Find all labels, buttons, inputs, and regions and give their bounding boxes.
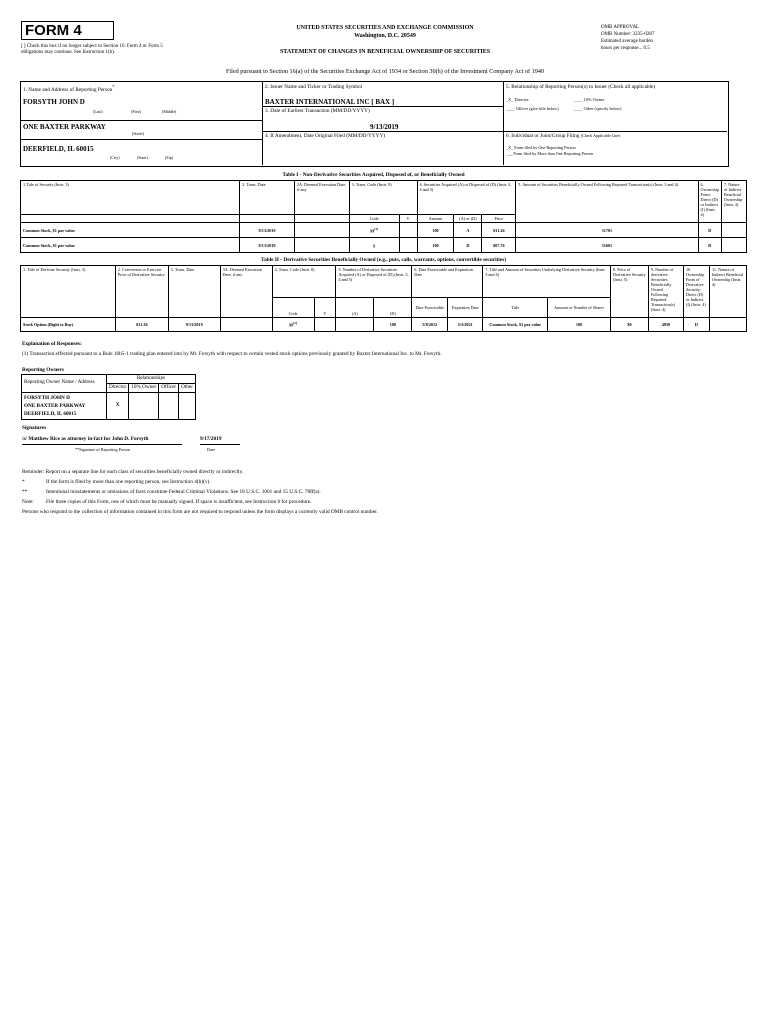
t1-h-title: 1.Title of Security (Instr. 3) <box>21 181 240 215</box>
zip-label: (Zip) <box>165 155 174 160</box>
middle-label: (Middle) <box>162 109 177 114</box>
owners-title: Reporting Owners <box>22 367 64 373</box>
t1-r1-form: D <box>698 238 721 253</box>
t1-r0-ad: A <box>454 223 482 238</box>
filing-one: _X_ Form filed by One Reporting Person <box>506 145 576 150</box>
explanation-title: Explanation of Responses: <box>22 341 82 347</box>
street-label: (Street) <box>132 131 144 136</box>
t1-r1-v <box>399 238 417 253</box>
t1-h-code: 3. Trans. Code (Instr. 8) <box>349 181 417 215</box>
t2-r0-under-amt: 100 <box>548 318 611 332</box>
owners-col-director: Director <box>107 383 129 392</box>
t1-r1-code: S <box>349 238 399 253</box>
t1-h-date: 2. Trans. Date <box>240 181 295 215</box>
divider <box>503 81 504 165</box>
last-label: (Last) <box>93 109 103 114</box>
t1-r1-owned: 31601 <box>516 238 698 253</box>
t2-h-title: 1. Title of Derivate Security (Instr. 3) <box>21 266 116 318</box>
t2-h-owned: 9. Number of derivative Securities Beneficially Owned Following Reported Transaction(s) (Instr. 4) <box>648 266 683 318</box>
filed-pursuant: Filed pursuant to Section 16(a) of the Securities Exchange Act of 1934 or Section 30(h) of the Investment Company Act of 1940 <box>225 68 545 75</box>
t1-sub-v: V <box>399 215 417 223</box>
filing-more: ___ Form filed by More than One Reporting Person <box>506 151 593 156</box>
t2-r0-d: 100 <box>374 318 412 332</box>
t1-r0-nature <box>721 223 746 238</box>
t2-r0-conv: $31.26 <box>115 318 168 332</box>
date-label: Date <box>207 447 215 452</box>
table2 <box>20 265 747 332</box>
owner-line: ONE BAXTER PARKWAY <box>24 402 86 409</box>
t1-r0-owned: 31701 <box>516 223 698 238</box>
t1-r1-deemed <box>294 238 349 253</box>
t2-sub-a: (A) <box>336 298 374 318</box>
t1-r0-date: 9/13/2019 <box>240 223 295 238</box>
owner-line: FORSYTH JOHN D <box>24 394 70 401</box>
t2-h-code: 4. Trans. Code (Instr. 8) <box>272 266 336 298</box>
reminder: Reminder: Report on a separate line for each class of securities beneficially owned directly or indirectly. <box>22 469 244 475</box>
t2-r0-form: D <box>683 318 709 332</box>
divider <box>504 131 727 132</box>
agency-line2: Washington, D.C. 20549 <box>354 33 416 39</box>
note-text: File three copies of this Form, one of which must be manually signed. If space is insufficient, see Instruction 6 for procedure. <box>46 499 312 505</box>
t2-sub-v: V <box>314 298 336 318</box>
t2-r0-price: $0 <box>611 318 649 332</box>
divider <box>263 106 503 107</box>
reporting-city: DEERFIELD, IL 60015 <box>23 145 94 153</box>
signature-label: **Signature of Reporting Person <box>75 447 131 452</box>
t2-h-date: 3. Trans. Date <box>168 266 220 318</box>
signer: /s/ Matthew Rice as attorney in-fact for John D. Forsyth <box>22 436 149 442</box>
omb-line: hours per response... 0.5 <box>601 46 650 51</box>
date-line <box>200 444 240 445</box>
owners-director-mark: X <box>107 392 129 419</box>
issuer-name: BAXTER INTERNATIONAL INC [ BAX ] <box>265 98 395 106</box>
t1-h-acquired: 4. Securities Acquired (A) or Disposed of (D) (Instr. 3, 4 and 5) <box>417 181 516 215</box>
other-check: ____ Other (specify below) <box>574 106 622 111</box>
t2-r0-expiration: 5/3/2021 <box>448 318 483 332</box>
t1-r1-nature <box>721 238 746 253</box>
omb-approval <box>601 24 721 52</box>
earliest-date: 9/13/2019 <box>370 123 399 131</box>
star-text: If the form is filed by more than one reporting person, see Instruction 4(b)(v). <box>46 479 211 485</box>
reporting-street: ONE BAXTER PARKWAY <box>23 123 106 131</box>
t2-r0-under-title: Common Stock, $1 par value <box>483 318 548 332</box>
table2-title: Table II - Derivative Securities Beneficially Owned (e.g., puts, calls, warrants, options, convertible securities) <box>261 257 506 263</box>
t1-r0-deemed <box>294 223 349 238</box>
star-symbol: * <box>22 479 25 485</box>
t2-r0-a <box>336 318 374 332</box>
t1-r0-title: Common Stock, $1 par value <box>21 223 240 238</box>
agency-line1: UNITED STATES SECURITIES AND EXCHANGE COMMISSION <box>296 25 474 31</box>
table1-title: Table I - Non-Derivative Securities Acquired, Disposed of, or Beneficially Owned <box>282 172 465 178</box>
t2-r0-date: 9/13/2019 <box>168 318 220 332</box>
issuer-label: 2. Issuer Name and Ticker or Trading Symbol <box>265 84 363 90</box>
t2-h-deemed: 3A. Deemed Execution Date, if any <box>220 266 272 318</box>
t2-r0-title: Stock Option (Right to Buy) <box>21 318 116 332</box>
t1-h-form: 6. Ownership Form: Direct (D) or Indirect (I) (Instr. 4) <box>698 181 721 223</box>
signatures-title: Signatures <box>22 425 47 431</box>
t1-r0-price: $31.26 <box>482 223 516 238</box>
owners-name <box>22 392 107 419</box>
owners-col-ten: 10% Owner <box>129 383 159 392</box>
table1 <box>20 180 747 253</box>
officer-check: ____ Officer (give title below) <box>506 106 559 111</box>
t1-sub-price: Price <box>482 215 516 223</box>
first-label: (First) <box>131 109 141 114</box>
relationship-label: 5. Relationship of Reporting Person(s) to Issuer (Check all applicable) <box>506 84 656 90</box>
persons-notice: Persons who respond to the collection of information contained in this form are not required to respond unless the form displays a currently valid OMB control number. <box>22 509 378 515</box>
t1-r1-amount: 100 <box>417 238 454 253</box>
t2-h-nature: 11. Nature of Indirect Beneficial Ownership (Instr. 4) <box>709 266 746 318</box>
t2-sub-expiration: Expiration Date <box>448 298 483 318</box>
director-check: _X_ Director <box>506 97 529 102</box>
t2-h-conv: 2. Conversion or Exercise Price of Derivative Security <box>115 266 168 318</box>
t1-r0-amount: 100 <box>417 223 454 238</box>
t1-h-nature: 7. Nature of Indirect Beneficial Ownership (Instr. 4) <box>721 181 746 223</box>
owners-col-name: Reporting Owner Name / Address <box>22 375 107 393</box>
reporting-person-name: FORSYTH JOHN D <box>23 98 85 106</box>
form-title: FORM 4 <box>21 21 114 40</box>
t1-r1-date: 9/13/2019 <box>240 238 295 253</box>
t1-h-deemed: 2A. Deemed Execution Date, if any <box>294 181 349 215</box>
signature-date: 9/17/2019 <box>200 436 222 442</box>
t1-r0-code: $M^{(1)}$ <box>349 223 399 238</box>
owners-col-officer: Officer <box>159 383 179 392</box>
t2-h-underlying: 7. Title and Amount of Securities Underlying Derivative Security (Instr. 3 and 4) <box>483 266 611 298</box>
t2-r0-exercisable: 5/8/2012 <box>412 318 448 332</box>
table-row <box>21 223 747 238</box>
city-label: (City) <box>110 155 120 160</box>
dstar-text: Intentional misstatements or omissions of facts constitute Federal Criminal Violations. See 18 U.S.C. 1001 and 15 U.S.C. 78ff(a). <box>46 489 321 495</box>
name-address-label: 1. Name and Address of Reporting Person* <box>23 84 115 93</box>
t2-sub-code: Code <box>272 298 314 318</box>
t1-r0-form: D <box>698 223 721 238</box>
filing-label: 6. Individual or Joint/Group Filing (Check Applicable Line) <box>506 133 621 139</box>
t1-sub-amount: Amount <box>417 215 454 223</box>
divider <box>20 139 263 140</box>
t1-sub-ad: (A) or (D) <box>454 215 482 223</box>
table-row <box>21 318 747 332</box>
t1-sub-code: Code <box>349 215 399 223</box>
explanation-note: (1) Transaction effected pursuant to a Rule 10b5-1 trading plan entered into by Mr. Forsyth with respect to certain vested stock options previously granted by Baxter International Inc. to Mr. Forsyth. <box>22 351 442 357</box>
t2-r0-v <box>314 318 336 332</box>
owners-table <box>21 374 196 420</box>
t2-h-form: 10. Ownership Form of Derivative Security: Direct (D) or Indirect (I) (Instr. 4) <box>683 266 709 318</box>
omb-line: OMB APPROVAL <box>601 25 640 30</box>
state-label: (State) <box>137 155 148 160</box>
t2-r0-code: $M^{(1)}$ <box>272 318 314 332</box>
omb-line: OMB Number: 3235-0287 <box>601 32 655 37</box>
t1-r0-v <box>399 223 417 238</box>
t1-r1-ad: D <box>454 238 482 253</box>
t2-sub-d: (D) <box>374 298 412 318</box>
dstar-symbol: ** <box>22 489 28 495</box>
t1-r1-price: $87.76 <box>482 238 516 253</box>
t2-sub-under-amt: Amount or Number of Shares <box>548 298 611 318</box>
statement-title: STATEMENT OF CHANGES IN BENEFICIAL OWNERSHIP OF SECURITIES <box>279 49 491 55</box>
t1-h-owned: 5. Amount of Securities Beneficially Owned Following Reported Transaction(s) (Instr. 3 and 4) <box>516 181 698 223</box>
amendment-label: 4. If Amendment, Date Original Filed (MM/DD/YYYY) <box>265 133 386 139</box>
t1-r1-title: Common Stock, $1 par value <box>21 238 240 253</box>
t2-r0-deemed <box>220 318 272 332</box>
omb-line: Estimated average burden <box>601 39 653 44</box>
t2-sub-under-title: Title <box>483 298 548 318</box>
table-row <box>21 238 747 253</box>
t2-h-exercise: 6. Date Exercisable and Expiration Date <box>412 266 483 298</box>
t2-r0-owned: 4850 <box>648 318 683 332</box>
t2-h-number: 5. Number of Derivative Securities Acquired (A) or Disposed of (D) (Instr. 3, 4 and 5) <box>336 266 412 298</box>
signature-line <box>22 444 182 445</box>
t2-h-price: 8. Price of Derivative Security (Instr. 5) <box>611 266 649 318</box>
ten-pct-check: ____ 10% Owner <box>574 97 605 102</box>
divider <box>20 120 263 121</box>
check-box-note: [ ] Check this box if no longer subject to Section 16. Form 4 or Form 5 obligations may continue. See Instruction 1(b). <box>21 44 163 55</box>
t2-sub-exercisable: Date Exercisable <box>412 298 448 318</box>
owners-col-rel: Relationships <box>107 375 196 384</box>
owners-col-other: Other <box>179 383 196 392</box>
earliest-date-label: 3. Date of Earliest Transaction (MM/DD/YYYY) <box>265 108 370 114</box>
divider <box>262 81 263 165</box>
table-row <box>22 392 196 419</box>
t2-r0-nature <box>709 318 746 332</box>
note-symbol: Note: <box>22 499 34 505</box>
divider <box>263 131 503 132</box>
owner-line: DEERFIELD, IL 60015 <box>24 410 77 417</box>
